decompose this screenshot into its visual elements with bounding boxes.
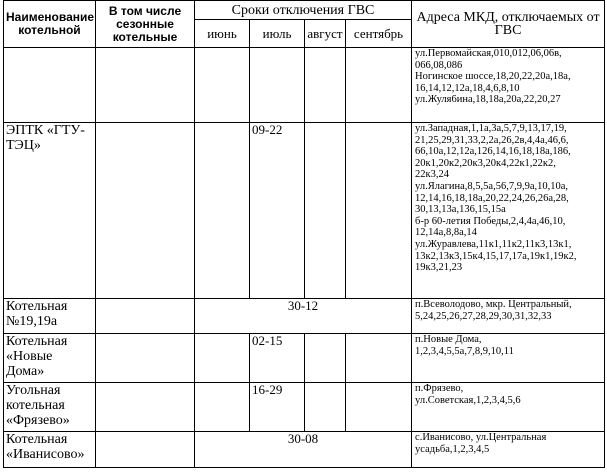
address-line: ул.Западная,1,1а,3а,5,7,9,13,17,19, [415, 123, 567, 134]
boiler-name: Угольная котельная «Фрязево» [4, 383, 96, 432]
address-line: 5,24,25,26,27,28,29,30,31,32,33 [415, 310, 552, 322]
august-cell [305, 383, 346, 432]
august-cell [305, 123, 346, 299]
june-cell [195, 383, 250, 432]
boiler-name: ЭПТК «ГТУ-ТЭЦ» [4, 123, 96, 299]
july-cell [250, 48, 305, 123]
header-month-june: июнь [195, 20, 250, 48]
address-line: ул.Первомайская,010,012,06,06в, [415, 48, 562, 59]
seasonal-cell [96, 432, 195, 468]
august-cell [305, 334, 346, 383]
address-line: б-р 60-летия Победы,2,4,4а,46,10, [415, 215, 566, 227]
seasonal-cell [96, 123, 195, 299]
seasonal-cell [96, 383, 195, 432]
address-cell [412, 432, 605, 468]
address-line: 13к2,13к3,15к4,15,17,17а,19к1,19к2, [415, 250, 577, 262]
seasonal-cell [96, 299, 195, 334]
table-row [4, 48, 605, 123]
seasonal-cell [96, 48, 195, 123]
address-cell [412, 48, 605, 123]
address-line: 66,10а,12,12а,126,14,16,18,18а,186, [415, 146, 571, 158]
august-cell [305, 48, 346, 123]
july-cell: 09-22 [250, 123, 305, 299]
address-cell [412, 383, 605, 432]
address-line: 1,2,3,4,5,5а,7,8,9,10,11 [415, 345, 514, 357]
address-line: ул.Ялагина,8,5,5а,56,7,9,9а,10,10а, [415, 180, 569, 192]
address-line: усадьба,1,2,3,4,5 [415, 443, 490, 455]
address-line: п.Новые Дома, [415, 334, 482, 345]
july-cell: 02-15 [250, 334, 305, 383]
address-line: 21,25,29,31,33,2,2а,26,2в,4,4а,46,6, [415, 134, 569, 146]
address-line: 30,13,13а,136,15,15а [415, 204, 506, 216]
seasonal-cell [96, 334, 195, 383]
address-line: 19к3,21,23 [415, 262, 463, 274]
address-line: Ногинское шоссе,18,20,22,20а,18а, [415, 71, 571, 83]
table-row [4, 334, 605, 383]
header-month-july: июль [250, 20, 305, 48]
address-cell [412, 334, 605, 383]
address-line: ул.Жуля6ина,18,18а,20а,22,20,27 [415, 94, 561, 106]
address-line: п.Фрязево, [415, 383, 464, 394]
table-row [4, 383, 605, 432]
address-line: с.Иванисово, ул.Центральная [415, 432, 547, 443]
boiler-name: Котельная №19,19а [4, 299, 96, 334]
shutdown-schedule-table [3, 0, 605, 468]
address-cell [412, 299, 605, 334]
address-line: 20к1,20к2,20к3,20к4,22к1,22к2, [415, 157, 556, 169]
june-cell [195, 48, 250, 123]
boiler-name [4, 48, 96, 123]
july-cell: 16-29 [250, 383, 305, 432]
september-cell [346, 123, 412, 299]
september-cell [346, 383, 412, 432]
table-row [4, 299, 605, 334]
header-month-september: сентябрь [346, 20, 412, 48]
header-row-1 [4, 1, 605, 20]
header-addresses: Адреса МКД, отключаемых от ГВС [412, 1, 605, 48]
header-month-august: август [305, 20, 346, 48]
boiler-name: Котельная «Иванисово» [4, 432, 96, 468]
header-seasonal: В том числе сезонные котельные [96, 1, 195, 48]
header-name: Наименование котельной [4, 1, 96, 48]
table-row [4, 123, 605, 299]
address-line: 12,14,16,18,18а,20,22,24,26,26а,28, [415, 192, 569, 204]
address-line: 066,08,086 [415, 59, 463, 71]
address-line: 22к3,24 [415, 169, 450, 181]
june-cell [195, 123, 250, 299]
june-cell [195, 334, 250, 383]
address-cell [412, 123, 605, 299]
period-cell: 30-12 [195, 299, 412, 334]
september-cell [346, 334, 412, 383]
address-line: 12,14а,8,8а,14 [415, 227, 477, 239]
period-cell: 30-08 [195, 432, 412, 468]
address-line: 16,14,12,12а,18,4,6,8,10 [415, 82, 520, 94]
address-line: ул.Советская,1,2,3,4,5,6 [415, 394, 521, 406]
address-line: п.Всеволодово, мкр. Центральный, [415, 299, 572, 310]
header-periods: Сроки отключения ГВС [195, 1, 412, 20]
table-row [4, 432, 605, 468]
boiler-name: Котельная «Новые Дома» [4, 334, 96, 383]
address-line: ул.Журавлева,11к1,11к2,11к3,13к1, [415, 238, 572, 250]
september-cell [346, 48, 412, 123]
